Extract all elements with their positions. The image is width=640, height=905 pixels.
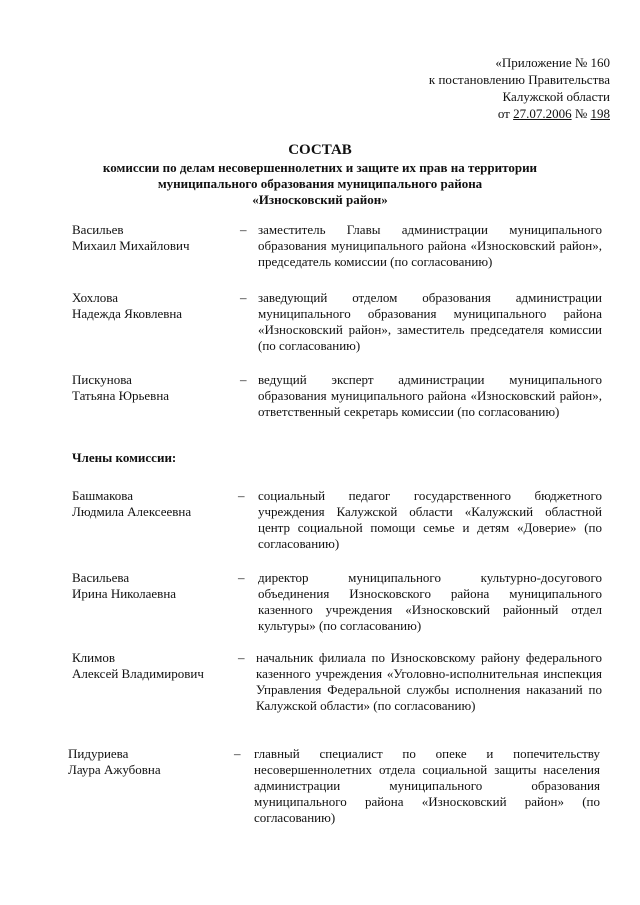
title-line-3: «Износковский район» — [252, 192, 388, 207]
member-surname: Васильев — [72, 222, 124, 237]
appendix-header — [429, 54, 610, 122]
member-name — [72, 488, 242, 520]
appendix-number: 198 — [590, 106, 610, 121]
member-given-name: Михаил Михайлович — [72, 238, 190, 253]
member-position: главный специалист по опеке и попечительству несовершеннолетних отдела социальной защиты населения администрации муниципального образования муниципального района «Износковский район» (по согласованию) — [254, 746, 600, 825]
member-surname: Хохлова — [72, 290, 118, 305]
appendix-date: 27.07.2006 — [513, 106, 572, 121]
appendix-line-1: «Приложение № 160 — [495, 55, 610, 70]
member-given-name: Лаура Ажубовна — [68, 762, 161, 777]
member-dash: – — [240, 290, 247, 305]
appendix-date-prefix: от — [497, 106, 514, 121]
title-line-1: комиссии по делам несовершеннолетних и защите их прав на территории — [102, 160, 538, 175]
member-position: директор муниципального культурно-досугового объединения Износковского района муниципального казенного учреждения «Износковский районный отдел культуры» (по согласованию) — [258, 570, 602, 633]
member-dash: – — [238, 650, 245, 665]
member-given-name: Алексей Владимирович — [72, 666, 204, 681]
member-position: социальный педагог государственного бюджетного учреждения Калужской области «Калужский областной центр социальной помощи семье и детям «Доверие» (по согласованию) — [258, 488, 602, 551]
member-name — [72, 650, 242, 682]
member-position: заведующий отделом образования администрации муниципального образования муниципального района «Износковский район», заместитель председателя комиссии (по согласованию) — [258, 290, 602, 353]
member-given-name: Надежда Яковлевна — [72, 306, 183, 321]
member-given-name: Людмила Алексеевна — [72, 504, 192, 519]
member-surname: Климов — [72, 650, 115, 665]
member-surname: Пидуриева — [68, 746, 129, 761]
member-given-name: Татьяна Юрьевна — [72, 388, 170, 403]
appendix-line-2: к постановлению Правительства — [428, 72, 610, 87]
member-surname: Башмакова — [72, 488, 134, 503]
member-position: начальник филиала по Износковскому району федерального казенного учреждения «Уголовно-исполнительная инспекция Управления Федеральной службы исполнения наказаний по Калужской области» (по согласованию) — [256, 650, 602, 713]
appendix-number-prefix: № — [571, 106, 591, 121]
member-surname: Пискунова — [72, 372, 132, 387]
title-line-2: муниципального образования муниципального района — [157, 176, 483, 191]
member-name — [72, 570, 242, 602]
appendix-date-line — [429, 105, 610, 122]
appendix-line-3: Калужской области — [502, 89, 610, 104]
member-dash: – — [234, 746, 241, 761]
document-title — [0, 140, 640, 208]
member-name — [68, 746, 238, 778]
member-dash: – — [240, 372, 247, 387]
member-dash: – — [238, 570, 245, 585]
member-name — [72, 372, 242, 404]
members-heading: Члены комиссии: — [72, 450, 177, 465]
member-surname: Васильева — [72, 570, 130, 585]
member-name — [72, 290, 242, 322]
member-dash: – — [238, 488, 245, 503]
member-position: заместитель Главы администрации муниципального образования муниципального района «Износковский район», председатель комиссии (по согласованию) — [258, 222, 602, 269]
title-heading: СОСТАВ — [288, 142, 352, 158]
member-position: ведущий эксперт администрации муниципального образования муниципального района «Износковский район», ответственный секретарь комиссии (по согласованию) — [258, 372, 602, 419]
member-given-name: Ирина Николаевна — [72, 586, 177, 601]
member-dash: – — [240, 222, 247, 237]
member-name — [72, 222, 242, 254]
